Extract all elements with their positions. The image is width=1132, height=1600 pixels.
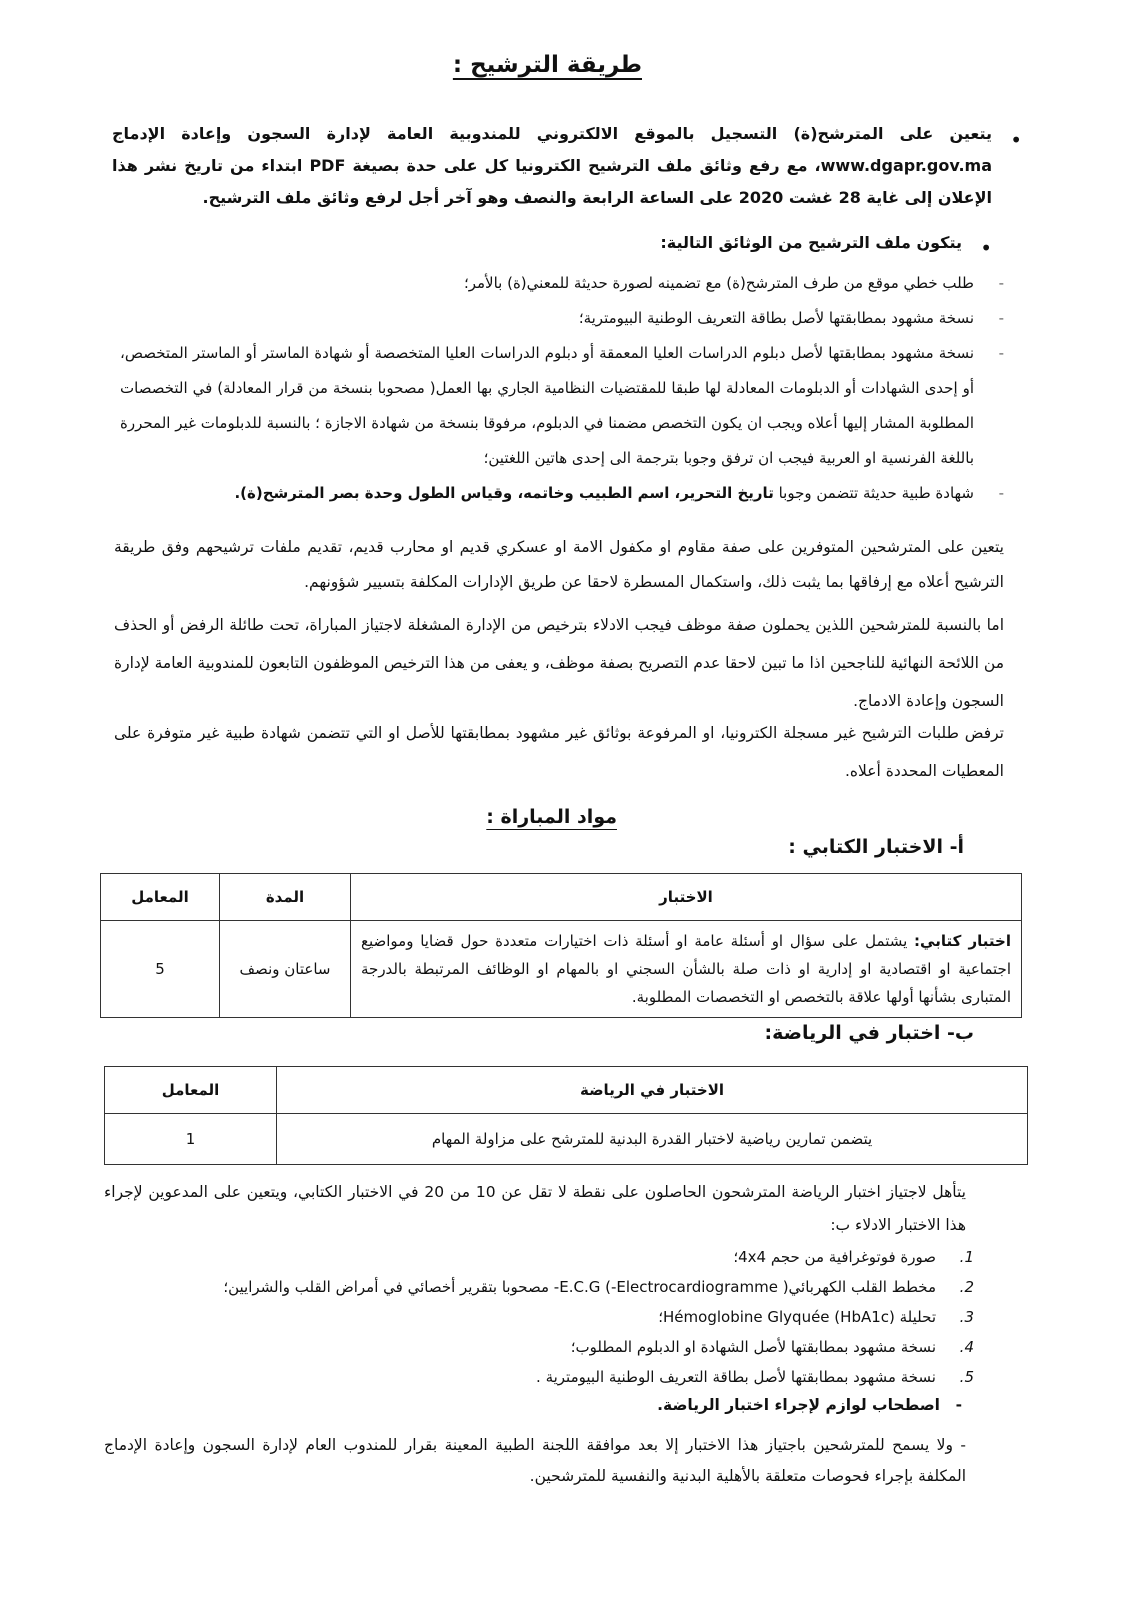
list-item: 2. مخطط القلب الكهربائيE.C.G (-Electrocardiogramme )- مصحوبا بتقرير أخصائي في أمراض القلب والشرايين؛ [223,1278,974,1296]
column-header-coefficient: المعامل [101,874,220,921]
table-header-row [105,1067,1028,1114]
written-test-title: أ- الاختبار الكتابي : [788,836,964,858]
sport-test-title: ب- اختبار في الرياضة: [764,1022,974,1044]
medical-approval-note: - ولا يسمح للمترشحين باجتياز هذا الاختبار إلا بعد موافقة اللجنة الطبية المعينة بقرار للمندوب العام لإدارة السجون وإعادة الإدماج المكلفة بإجراء فحوصات متعلقة بالأهلية البدنية والنفسية للمترشحين. [104,1436,966,1485]
list-item: - طلب خطي موقع من طرف المترشح(ة) مع تضمينه لصورة حديثة للمعني(ة) بالأمر؛ [463,274,1004,292]
sport-documents-list [114,1242,974,1392]
page-title: طريقة الترشيح : [452,52,642,78]
sport-eligibility-paragraph: يتأهل لاجتياز اختبار الرياضة المترشحون الحاصلون على نقطة لا تقل عن 10 من 20 في الاختبار الكتابي، ويتعين على المدعوين لإجراء هذا الاختبار الادلاء ب: [104,1183,966,1234]
registration-paragraph: يتعين على المترشح(ة) التسجيل بالموقع الالكتروني للمندوبية العامة لإدارة السجون وإعادة الإدماج www.dgapr.gov.ma، مع رفع وثائق ملف الترشيح الكترونيا كل على حدة بصيغة PDF ابتداء من تاريخ نشر هذا الإعلان إلى غاية 28 غشت 2020 على الساعة الرابعة والنصف وهو آخر أجل لرفع وثائق ملف الترشيح. [112,124,992,207]
coefficient-cell: 5 [101,921,220,1018]
bullet-icon: • [980,236,992,260]
table-row [101,921,1022,1018]
subjects-title: مواد المباراة : [486,806,617,828]
veterans-paragraph: يتعين على المترشحين المتوفرين على صفة مقاوم او مكفول الامة او عسكري قديم او محارب قديم، تقديم ملفات ترشيحهم وفق طريقة الترشيح أعلاه مع إرفاقها بما يثبت ذلك، واستكمال المسطرة لاحقا عن طريق الإدارات المكلفة بتسيير شؤونهم. [114,538,1004,591]
documents-list [120,266,1004,511]
coefficient-cell: 1 [105,1114,277,1165]
column-header-coefficient: المعامل [105,1067,277,1114]
sport-description-cell: يتضمن تمارين رياضية لاختبار القدرة البدنية للمترشح على مزاولة المهام [277,1114,1028,1165]
list-item: 1. صورة فوتوغرافية من حجم 4x4؛ [733,1248,974,1266]
list-item: 4. نسخة مشهود بمطابقتها لأصل الشهادة او الدبلوم المطلوب؛ [570,1338,974,1356]
list-item: - شهادة طبية حديثة تتضمن وجوبا تاريخ التحرير، اسم الطبيب وخاتمه، وقياس الطول وحدة بصر المترشح(ة). [234,484,1004,502]
duration-cell: ساعتان ونصف [220,921,351,1018]
documents-heading: يتكون ملف الترشيح من الوثائق التالية: [660,233,962,252]
column-header-duration: المدة [220,874,351,921]
column-header-sport-test: الاختبار في الرياضة [277,1067,1028,1114]
list-item: 5. نسخة مشهود بمطابقتها لأصل بطاقة التعريف الوطنية البيومترية . [536,1368,974,1386]
column-header-test: الاختبار [351,874,1022,921]
equipment-note: - اصطحاب لوازم لإجراء اختبار الرياضة. [657,1396,962,1414]
test-description-cell: اختبار كتابي: يشتمل على سؤال او أسئلة عامة او أسئلة ذات اختيارات متعددة حول قضايا ومواضيع اجتماعية او اقتصادية او إدارية او ذات صلة بالشأن السجني او بالمهام او الوظائف المرتبطة بالدرجة المتبارى بشأنها أولها علاقة بالتخصص او التخصصات المطلوبة. [351,921,1022,1018]
sport-test-table [104,1066,1028,1165]
list-item: 3. تحليلة (Hémoglobine Glyquée (HbA1c؛ [658,1308,974,1326]
bullet-icon: • [1010,128,1022,152]
table-row [105,1114,1028,1165]
employees-paragraph: اما بالنسبة للمترشحين اللذين يحملون صفة موظف فيجب الادلاء بترخيص من الإدارة المشغلة لاجتياز المباراة، تحت طائلة الرفض أو الحذف من اللائحة النهائية للناجحين اذا ما تبين لاحقا عدم التصريح بصفة موظف، و يعفى من هذا الترخيص الموظفون التابعون للمندوبية العامة لإدارة السجون وإعادة الادماج. [114,616,1004,710]
list-item: - نسخة مشهود بمطابقتها لأصل دبلوم الدراسات العليا المعمقة أو دبلوم الدراسات العليا المتخصصة أو شهادة الماستر أو الماستر المتخصص، أو إحدى الشهادات أو الدبلومات المعادلة لها طبقا للمقتضيات النظامية الجاري بها العمل( مصحوبا بنسخة من قرار المعادلة) في التخصصات المطلوبة المشار إليها أعلاه ويجب ان يكون التخصص مضمنا في الدبلوم، مرفوقا بنسخة من شهادة الاجازة ؛ بالنسبة للدبلومات غير المحررة باللغة الفرنسية او العربية فيجب ان ترفق وجوبا بترجمة الى إحدى هاتين اللغتين؛ [120,344,1004,467]
written-test-table [100,873,1022,1018]
list-item: - نسخة مشهود بمطابقتها لأصل بطاقة التعريف الوطنية البيومترية؛ [578,309,1004,327]
rejection-paragraph: ترفض طلبات الترشيح غير مسجلة الكترونيا، او المرفوعة بوثائق غير مشهود بمطابقتها للأصل او التي تتضمن شهادة طبية غير متوفرة على المعطيات المحددة أعلاه. [114,724,1004,780]
table-header-row [101,874,1022,921]
